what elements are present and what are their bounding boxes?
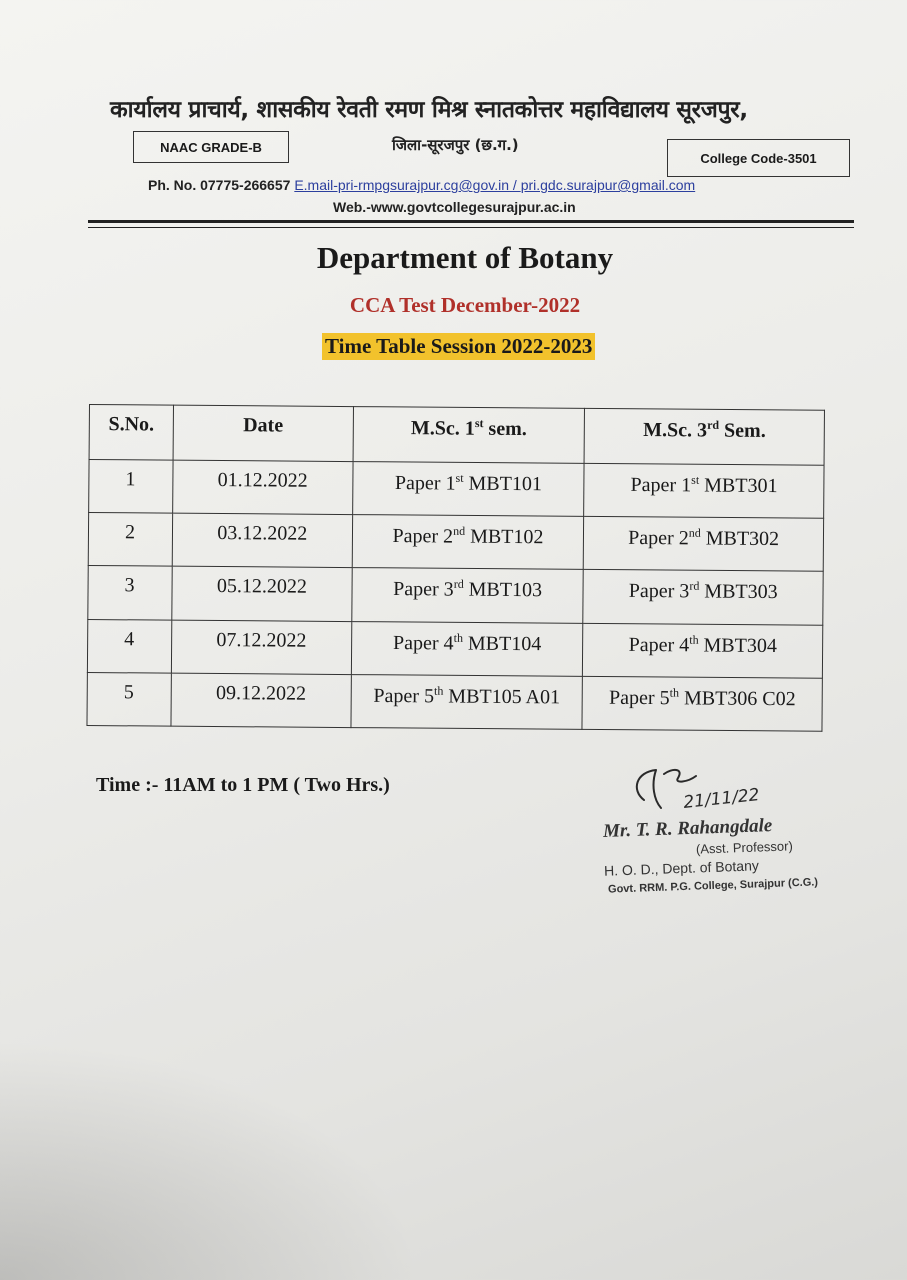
paper-code: MBT304	[698, 634, 778, 657]
naac-grade-box: NAAC GRADE-B	[133, 131, 289, 163]
header-sem1-prefix: M.Sc. 1	[410, 417, 475, 440]
cell-date: 07.12.2022	[171, 620, 351, 675]
paper-sup: th	[689, 632, 699, 647]
department-title: Department of Botany	[316, 240, 614, 275]
table-row	[88, 513, 823, 572]
paper-sup: nd	[453, 524, 466, 539]
cell-sem1-paper	[352, 515, 584, 570]
cell-sno: 4	[87, 619, 171, 673]
paper-code: MBT306 C02	[678, 687, 796, 710]
paper-sup: st	[455, 470, 464, 485]
cell-sno: 2	[88, 513, 172, 567]
cell-sem3-paper	[584, 517, 824, 572]
district-hindi: जिला-सूरजपुर (छ.ग.)	[392, 136, 519, 154]
paper-sup: th	[434, 683, 444, 698]
signatory-designation: (Asst. Professor)	[695, 838, 794, 857]
paper-prefix: Paper 2	[392, 525, 454, 548]
paper-code: MBT105 A01	[443, 685, 561, 709]
header-sem1-sup: st	[474, 416, 484, 431]
cell-date: 09.12.2022	[171, 673, 351, 728]
paper-code: MBT104	[462, 632, 542, 655]
cell-sem3-paper	[582, 676, 822, 731]
table-header-row	[89, 405, 824, 466]
header-date: Date	[173, 405, 353, 461]
paper-shadow	[0, 1040, 420, 1280]
paper-sup: th	[453, 630, 464, 645]
college-code-box: College Code-3501	[667, 139, 850, 177]
handwritten-signature	[626, 760, 806, 815]
paper-prefix: Paper 1	[394, 472, 456, 495]
cell-sem3-paper	[583, 623, 823, 678]
paper-sup: st	[691, 472, 700, 487]
header-msc-1st-sem	[353, 407, 585, 464]
paper-code: MBT302	[700, 527, 780, 551]
paper-prefix: Paper 5	[373, 684, 435, 708]
header-msc-3rd-sem	[584, 408, 824, 465]
phone-number: Ph. No. 07775-266657	[148, 177, 291, 193]
cell-sem1-paper	[352, 462, 584, 517]
paper-code: MBT303	[699, 580, 778, 604]
paper-prefix: Paper 3	[628, 580, 690, 603]
header-rule-thick	[88, 220, 854, 223]
cell-sem1-paper	[351, 621, 583, 676]
paper-prefix: Paper 2	[628, 527, 689, 550]
cell-date: 01.12.2022	[173, 460, 353, 515]
header-sem3-suffix: Sem.	[719, 419, 766, 442]
table-row	[88, 566, 823, 625]
paper-prefix: Paper 3	[393, 578, 454, 601]
cell-sno: 3	[88, 566, 172, 620]
header-sno: S.No.	[89, 405, 173, 461]
header-sem3-sup: rd	[707, 417, 720, 432]
cell-sno: 1	[89, 460, 173, 514]
paper-prefix: Paper 5	[609, 686, 670, 709]
paper-code: MBT301	[699, 474, 778, 498]
college-name-hindi: कार्यालय प्राचार्य, शासकीय रेवती रमण मिश्र स्नातकोत्तर महाविद्यालय सूरजपुर,	[110, 97, 748, 123]
cell-sem3-paper	[584, 463, 824, 518]
paper-sup: rd	[453, 577, 464, 592]
email-link-2[interactable]: pri.gdc.surajpur@gmail.com	[520, 177, 696, 193]
exam-time: Time :- 11AM to 1 PM ( Two Hrs.)	[96, 774, 390, 796]
website: Web.-www.govtcollegesurajpur.ac.in	[333, 199, 576, 215]
svg-text:21/11/22: 21/11/22	[682, 785, 761, 813]
test-title: CCA Test December-2022	[349, 293, 581, 317]
cell-date: 03.12.2022	[172, 513, 352, 568]
header-rule-thin	[88, 227, 854, 228]
cell-sem3-paper	[583, 570, 823, 625]
cell-sno: 5	[87, 672, 171, 726]
email-separator: /	[509, 177, 521, 193]
paper-code: MBT103	[463, 578, 543, 602]
cell-sem1-paper	[352, 568, 584, 623]
paper-sup: nd	[688, 525, 701, 540]
paper-sup: th	[669, 685, 680, 700]
paper-prefix: Paper 1	[630, 473, 692, 497]
table-row	[87, 619, 822, 678]
contact-line	[148, 177, 695, 193]
paper-code: MBT101	[463, 472, 542, 496]
paper-prefix: Paper 4	[392, 631, 454, 655]
table-row	[89, 460, 824, 519]
cell-sem1-paper	[351, 674, 583, 729]
cell-date: 05.12.2022	[172, 567, 352, 622]
table-row	[87, 672, 822, 731]
paper-code: MBT102	[465, 525, 544, 549]
header-sem1-suffix: sem.	[483, 417, 527, 441]
email-link-1[interactable]: E.mail-pri-rmpgsurajpur.cg@gov.in	[294, 177, 510, 193]
paper-sup: rd	[689, 579, 700, 594]
timetable	[86, 404, 825, 732]
signatory-college: Govt. RRM. P.G. College, Surajpur (C.G.)	[607, 876, 819, 896]
paper-prefix: Paper 4	[628, 633, 690, 656]
header-sem3-prefix: M.Sc. 3	[643, 419, 708, 442]
signatory-hod: H. O. D., Dept. of Botany	[603, 857, 760, 879]
session-title: Time Table Session 2022-2023	[322, 333, 595, 360]
signatory-name: Mr. T. R. Rahangdale	[602, 815, 773, 842]
